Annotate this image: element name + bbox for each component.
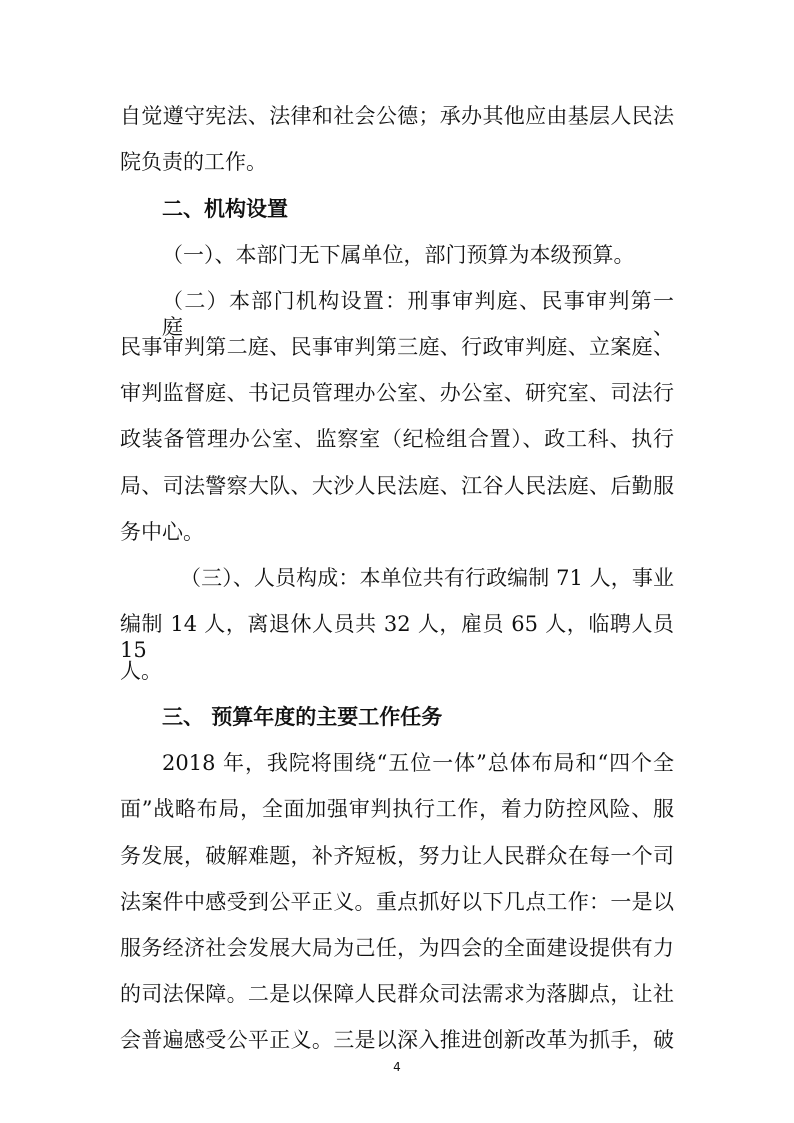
body-line: 法案件中感受到公平正义。重点抓好以下几点工作：一是以 <box>120 890 674 914</box>
body-line: 务中心。 <box>120 520 204 544</box>
body-line: （二）本部门机构设置：刑事审判庭、民事审判第一庭、 <box>162 289 674 339</box>
body-line: 的司法保障。二是以保障人民群众司法需求为落脚点，让社 <box>120 982 674 1006</box>
body-line: （一）、本部门无下属单位，部门预算为本级预算。 <box>162 243 635 267</box>
body-line: 院负责的工作。 <box>120 150 267 174</box>
page-number: 4 <box>393 1060 401 1074</box>
body-line: 2018 年，我院将围绕“五位一体”总体布局和“四个全 <box>162 751 674 775</box>
body-line: 编制 14 人，离退休人员共 32 人，雇员 65 人，临聘人员 15 <box>120 612 674 662</box>
body-line: 政装备管理办公室、监察室（纪检组合置）、政工科、执行 <box>120 427 674 451</box>
body-line: （三）、人员构成：本单位共有行政编制 71 人，事业 <box>180 566 674 590</box>
body-line: 审判监督庭、书记员管理办公室、办公室、研究室、司法行 <box>120 381 674 405</box>
section-heading: 二、机构设置 <box>162 197 288 221</box>
body-line: 服务经济社会发展大局为己任，为四会的全面建设提供有力 <box>120 936 674 960</box>
section-heading: 三、 预算年度的主要工作任务 <box>162 705 443 729</box>
body-line: 人。 <box>120 659 162 683</box>
body-line: 民事审判第二庭、民事审判第三庭、行政审判庭、立案庭、 <box>120 335 674 359</box>
body-line: 会普遍感受公平正义。三是以深入推进创新改革为抓手，破 <box>120 1028 674 1052</box>
body-line: 务发展，破解难题，补齐短板，努力让人民群众在每一个司 <box>120 844 674 868</box>
body-line: 局、司法警察大队、大沙人民法庭、江谷人民法庭、后勤服 <box>120 474 674 498</box>
body-line: 面”战略布局，全面加强审判执行工作，着力防控风险、服 <box>120 797 674 821</box>
body-line: 自觉遵守宪法、法律和社会公德；承办其他应由基层人民法 <box>120 104 674 128</box>
